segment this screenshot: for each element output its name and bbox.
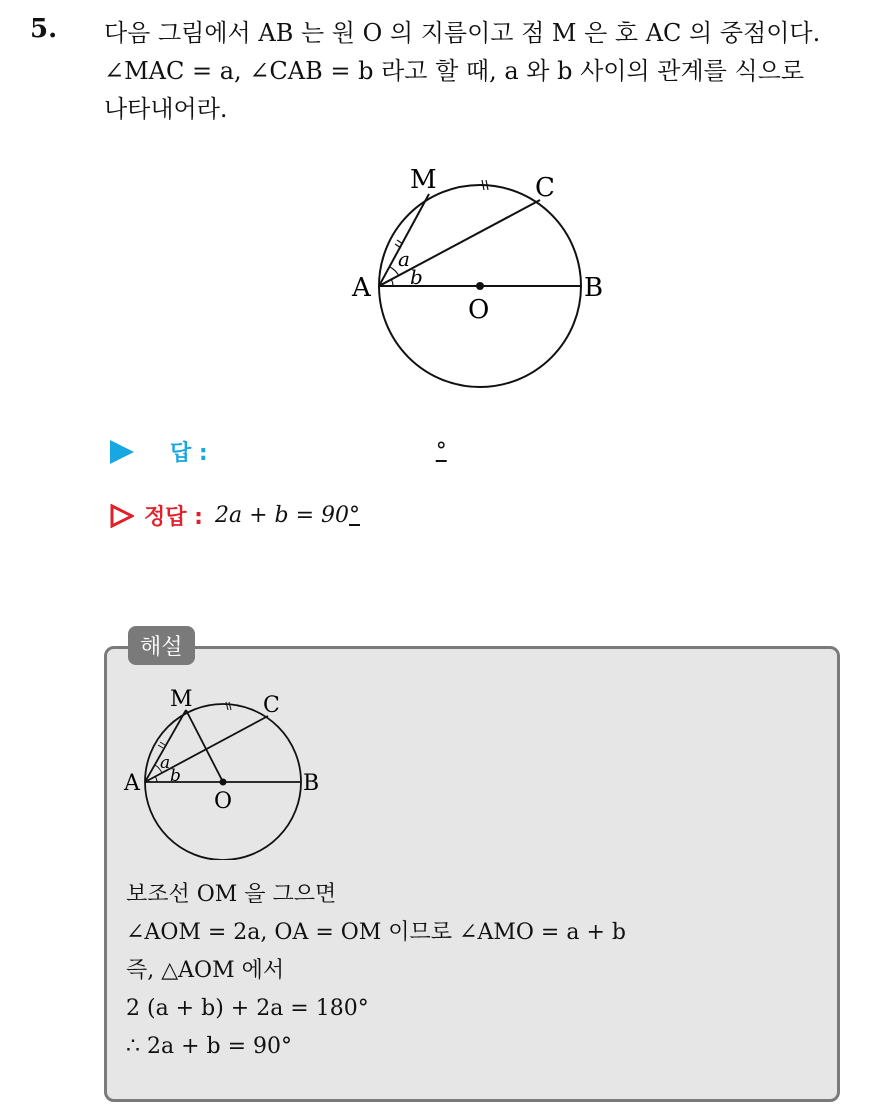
- question-line-1: [104, 14, 864, 52]
- solution-label-A: A: [124, 771, 140, 796]
- solution-label-angle-a: a: [160, 753, 171, 773]
- play-filled-icon: [110, 440, 134, 464]
- question-text: [104, 14, 864, 128]
- circle-diagram: [340, 160, 630, 400]
- label-C: C: [535, 173, 555, 203]
- label-O: O: [468, 295, 490, 325]
- solution-tick-MC: [226, 702, 231, 710]
- label-A: A: [352, 273, 371, 303]
- solution-label-M: M: [170, 687, 193, 712]
- label-angle-b: b: [410, 265, 423, 289]
- solution-line-2: ∠AOM = 2a, OA = OM 이므로 ∠AMO = a + b: [126, 920, 626, 945]
- label-M: M: [410, 165, 437, 195]
- solution-line-3: 즉, △AOM 에서: [126, 958, 285, 983]
- answer-label: 답 :: [170, 441, 208, 466]
- answer-row: [110, 436, 447, 467]
- solution-line-1: 보조선 OM 을 그으면: [126, 882, 337, 907]
- solution-label-angle-b: b: [170, 766, 181, 786]
- question-line-3: 나타내어라.: [104, 95, 228, 123]
- correct-answer-expression: 2a + b = 90: [214, 503, 349, 528]
- question-line-1-text: 다음 그림에서 AB 는 원 O 의 지름이고 점 M 은 호 AC 의 중점이다.: [104, 19, 821, 47]
- label-B: B: [584, 273, 604, 303]
- angle-b-arc: [391, 279, 393, 286]
- center-point: [476, 282, 484, 290]
- play-outline-icon: [110, 504, 134, 528]
- solution-line-5: ∴ 2a + b = 90°: [126, 1034, 293, 1059]
- correct-answer-degree: °: [349, 503, 360, 528]
- label-angle-a: a: [398, 247, 410, 271]
- solution-label-O: O: [214, 789, 233, 814]
- solution-line-4: 2 (a + b) + 2a = 180°: [126, 996, 369, 1021]
- solution-label-C: C: [263, 693, 280, 718]
- solution-angle-b-arc: [155, 776, 157, 782]
- solution-tag: 해설: [128, 626, 195, 665]
- answer-degree: °: [435, 439, 447, 464]
- solution-diagram: [120, 680, 320, 860]
- solution-segment-OM: [186, 710, 223, 782]
- question-line-2: ∠MAC = a, ∠CAB = b 라고 할 때, a 와 b 사이의 관계를 식으로: [104, 57, 805, 85]
- correct-answer-label: 정답 :: [144, 505, 203, 530]
- solution-center-point: [220, 779, 227, 786]
- correct-answer-row: [110, 500, 360, 531]
- solution-text: [126, 876, 626, 1066]
- solution-label-B: B: [303, 771, 320, 796]
- question-number: 5.: [30, 14, 58, 44]
